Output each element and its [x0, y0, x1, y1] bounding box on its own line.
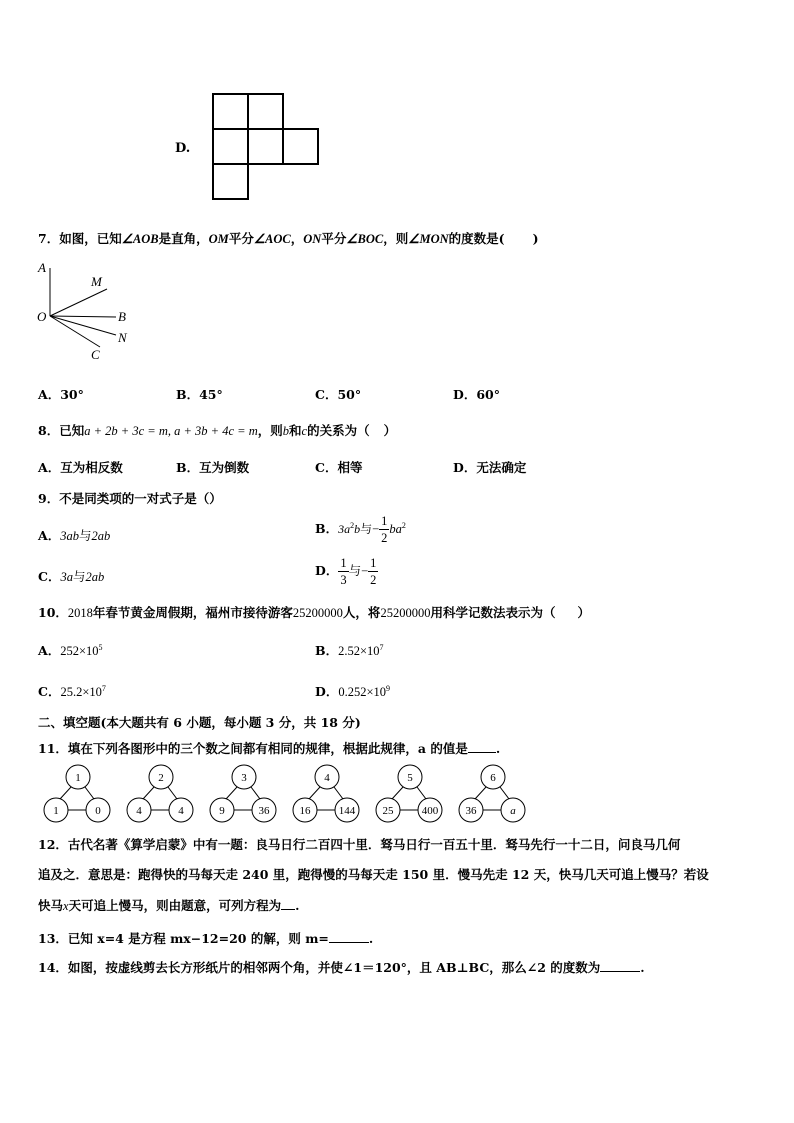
- q11-figure-2-right-number: 4: [178, 805, 184, 817]
- q11-figure-2: [127, 765, 193, 822]
- q7-option-c: C．50°: [315, 387, 362, 402]
- section2-heading: 二、填空题(本大题共有 6 小题，每小题 3 分，共 18 分): [38, 715, 361, 730]
- q11-stem: 11．填在下列各图形中的三个数之间都有相同的规律，根据此规律，a 的值是 .: [38, 741, 501, 756]
- q7-label-a: A: [38, 260, 46, 275]
- q6-option-d-label: D.: [175, 141, 191, 156]
- q7-angle-figure: [34, 258, 144, 364]
- q7-label-b: B: [118, 309, 126, 324]
- q9-stem: 9．不是同类项的一对式子是（）: [38, 491, 222, 506]
- q7-label-c: C: [91, 347, 100, 362]
- q6-option-d-cube-net: [212, 93, 322, 201]
- q11-figure-1-top-number: 1: [75, 772, 81, 784]
- q7-label-m: M: [91, 274, 102, 289]
- q7-option-a: A．30°: [38, 387, 84, 402]
- q7-label-n: N: [118, 330, 127, 345]
- q11-figure-5-left-number: 25: [382, 805, 394, 817]
- q8-stem: 8．已知a + 2b + 3c = m, a + 3b + 4c = m，则b和c的关系为（ ）: [38, 423, 397, 438]
- q9-option-d: D． $\frac{1}{3}$ 与− $\frac{1}{2}$: [315, 556, 377, 587]
- q13-stem: 13．已知 x=4 是方程 mx−12=20 的解，则 m= .: [38, 931, 374, 946]
- q7-option-d: D．60°: [453, 387, 500, 402]
- q10-option-c: C．$25.2\times 10^7$: [38, 683, 106, 699]
- q10-option-b: B．$2.52\times 10^7$: [315, 642, 384, 658]
- q11-figure-4-top-number: 4: [324, 772, 330, 784]
- q11-figure-3: [210, 765, 276, 822]
- q7-option-b: B．45°: [176, 387, 223, 402]
- q11-figure-6-right-number: a: [510, 805, 516, 817]
- q7-label-o: O: [37, 309, 47, 324]
- q11-figure-4-right-number: 144: [338, 805, 356, 817]
- q9-option-c: C．3a与2ab: [38, 569, 105, 584]
- q12-line1: 12．古代名著《算学启蒙》中有一题：良马日行二百四十里．驽马日行一百五十里．驽马先行一十二日，问良马几何: [38, 837, 681, 852]
- q7-stem: 7．如图，已知∠AOB是直角，OM平分∠AOC，ON平分∠BOC，则∠MON的度数是( ): [38, 231, 539, 246]
- q11-figure-3-top-number: 3: [241, 772, 247, 784]
- q11-figure-3-left-number: 9: [219, 805, 225, 817]
- q9-option-b: B．$3a^2b$与− $\frac{1}{2}$ $ba^2$: [315, 514, 406, 545]
- q11-figure-6-top-number: 6: [490, 772, 496, 784]
- q8-option-a: A．互为相反数: [38, 460, 123, 475]
- q11-figure-5-top-number: 5: [407, 772, 413, 784]
- q11-figure-2-left-number: 4: [136, 805, 142, 817]
- q11-figure-1-right-number: 0: [95, 805, 101, 817]
- q11-figures: [36, 764, 531, 826]
- q10-stem: 10．2018年春节黄金周假期，福州市接待游客25200000人，将25200000用科学记数法表示为（ ）: [38, 605, 590, 620]
- q11-figure-4: [293, 765, 359, 822]
- q11-figure-6-left-number: 36: [465, 805, 477, 817]
- q11-figure-1: [44, 765, 110, 822]
- q11-figure-5: [376, 765, 442, 822]
- q11-figure-1-left-number: 1: [53, 805, 59, 817]
- q11-figure-6: [459, 765, 525, 822]
- q11-figure-4-left-number: 16: [299, 805, 311, 817]
- q11-figure-5-right-number: 400: [421, 805, 439, 817]
- q9-option-a: A．3ab与2ab: [38, 528, 111, 543]
- q14-stem: 14．如图，按虚线剪去长方形纸片的相邻两个角，并使∠1＝120°，且 AB⊥BC，那么∠2 的度数为 .: [38, 960, 645, 975]
- q8-option-d: D．无法确定: [453, 460, 527, 475]
- q12-line2: 追及之．意思是：跑得快的马每天走 240 里，跑得慢的马每天走 150 里．慢马先走 12 天，快马几天可追上慢马？若设: [38, 867, 709, 882]
- q8-option-c: C．相等: [315, 460, 363, 475]
- q10-option-a: A．$252\times 10^5$: [38, 642, 103, 658]
- q8-option-b: B．互为倒数: [176, 460, 250, 475]
- q12-line3: 快马x天可追上慢马，则由题意，可列方程为 .: [38, 898, 300, 913]
- q10-option-d: D．$0.252\times 10^9$: [315, 683, 391, 699]
- q11-figure-2-top-number: 2: [158, 772, 164, 784]
- q11-figure-3-right-number: 36: [258, 805, 270, 817]
